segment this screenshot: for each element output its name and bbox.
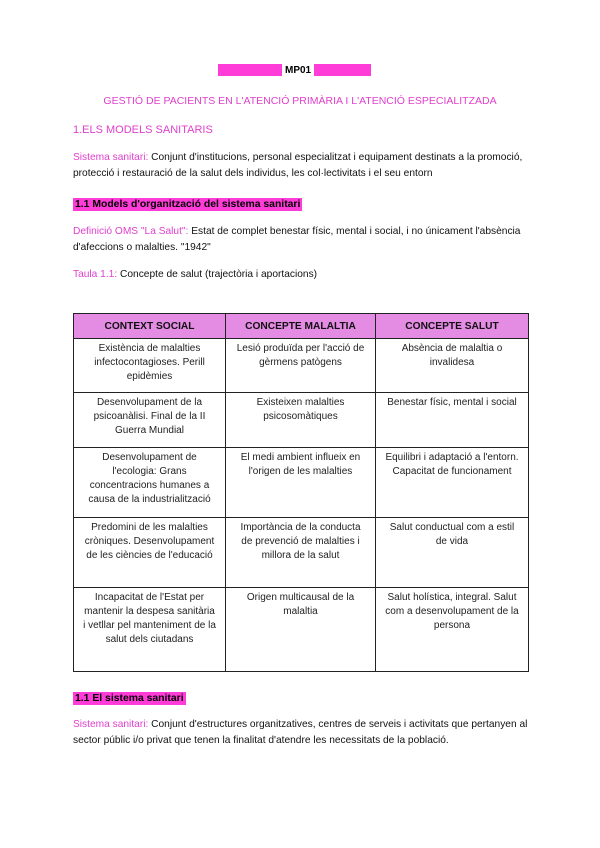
table-cell: Salut holística, integral. Salut com a desenvolupament de la persona [376,588,529,672]
table-cell: Lesió produïda per l'acció de gèrmens patògens [226,339,376,393]
table-header-row [74,314,529,339]
table-cell: Existència de malalties infectocontagioses. Perill epidèmies [74,339,226,393]
definition-text: Conjunt d'institucions, personal especialitzat i equipament destinats a la promoció, protecció i restauració de la salut dels individus, les col·lectivitats i el seu entorn [73,152,523,179]
table-row [74,448,529,518]
section-heading-1-1 [73,194,302,212]
table-cell: Absència de malaltia o invalidesa [376,339,529,393]
definition-label: Sistema sanitari: [73,152,149,163]
definition-oms [73,224,528,256]
table-cell: Benestar físic, mental i social [376,393,529,448]
definition-sistema-sanitari [73,150,528,182]
table-cell: Salut conductual com a estil de vida [376,518,529,588]
table-cell: Importància de la conducta de prevenció de malalties i millora de la salut [226,518,376,588]
column-header-salut: CONCEPTE SALUT [376,314,529,339]
section-heading-1: 1.ELS MODELS SANITARIS [73,124,213,136]
table-cell: Predomini de les malalties cròniques. Desenvolupament de les ciències de l'educació [74,518,226,588]
definition-label: Definició OMS "La Salut": [73,226,189,237]
table-cell: Desenvolupament de l'ecologia: Grans concentracions humanes a causa de la industrialització [74,448,226,518]
concept-table [73,313,529,672]
module-header-bar [218,63,373,77]
highlighted-heading: 1.1 El sistema sanitari [75,693,184,704]
table-cell: Existeixen malalties psicosomàtiques [226,393,376,448]
definition-sistema-sanitari-2 [73,717,528,749]
table-caption [73,267,528,283]
highlighted-heading: 1.1 Models d'organització del sistema sanitari [75,199,301,210]
table-row [74,518,529,588]
document-title: GESTIÓ DE PACIENTS EN L'ATENCIÓ PRIMÀRIA I L'ATENCIÓ ESPECIALITZADA [103,95,497,107]
column-header-malaltia: CONCEPTE MALALTIA [226,314,376,339]
table-cell: Origen multicausal de la malaltia [226,588,376,672]
module-code: MP01 [285,64,312,76]
table-cell: Desenvolupament de la psicoanàlisi. Final de la II Guerra Mundial [74,393,226,448]
definition-label: Sistema sanitari: [73,719,149,730]
table-caption-label: Taula 1.1: [73,269,118,280]
table-row [74,339,529,393]
highlight-left [218,64,282,76]
definition-text: Conjunt d'estructures organitzatives, centres de serveis i activitats que pertanyen al sector públic i/o privat que tenen la finalitat d'atendre les necessitats de la població. [73,719,528,746]
section-heading-sistema [73,688,186,706]
table-row [74,393,529,448]
table-caption-text: Concepte de salut (trajectòria i aportacions) [117,269,318,280]
table-cell: El medi ambient influeix en l'origen de les malalties [226,448,376,518]
table-cell: Equilibri i adaptació a l'entorn. Capacitat de funcionament [376,448,529,518]
table-row [74,588,529,672]
table-cell: Incapacitat de l'Estat per mantenir la despesa sanitària i vetllar pel manteniment de la salut dels ciutadans [74,588,226,672]
column-header-context: CONTEXT SOCIAL [74,314,226,339]
definition-text: Estat de complet benestar físic, mental i social, i no únicament l'absència d'afeccions o malalties. "1942" [73,226,521,253]
highlight-right [314,64,371,76]
